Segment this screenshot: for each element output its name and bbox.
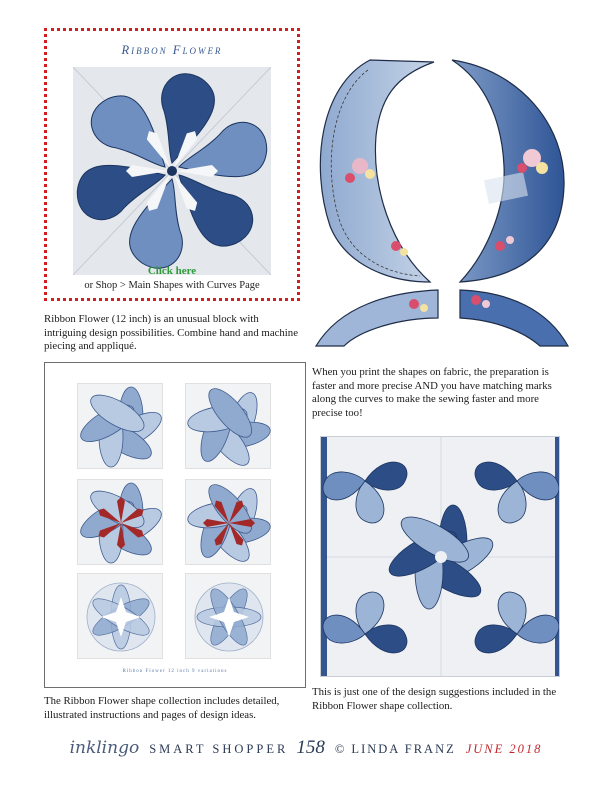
copyright-text: © LINDA FRANZ xyxy=(334,742,456,756)
design-variation-thumbnail xyxy=(185,479,271,565)
flower-blue-icon xyxy=(186,384,272,470)
design-suggestion-caption: This is just one of the design suggestions included in the Ribbon Flower shape collection. xyxy=(312,686,557,712)
brand-logo: inklingo xyxy=(69,738,140,758)
issue-date: JUNE 2018 xyxy=(465,742,543,756)
shop-path-text: or Shop > Main Shapes with Curves Page xyxy=(84,280,260,291)
collection-caption: The Ribbon Flower shape collection includes detailed, illustrated instructions and pages of design ideas. xyxy=(44,695,280,721)
printed-fabric-shapes-icon xyxy=(310,56,572,348)
flower-star-icon xyxy=(78,574,164,660)
flower-star-icon xyxy=(186,574,272,660)
quilt-design-suggestion-image xyxy=(320,436,560,677)
page-footer xyxy=(0,737,612,763)
featured-block-box xyxy=(44,28,300,301)
flower-red-center-icon xyxy=(78,480,164,566)
design-variation-thumbnail xyxy=(77,479,163,565)
design-variation-thumbnail xyxy=(77,383,163,469)
ribbon-flower-block-image[interactable] xyxy=(73,67,271,275)
collection-footer-text: Ribbon Flower 12 inch 9 variations xyxy=(122,669,228,674)
design-variation-thumbnail xyxy=(77,573,163,659)
printed-shapes-image xyxy=(310,56,572,348)
series-title: SMART SHOPPER xyxy=(149,742,289,756)
issue-number: 158 xyxy=(296,737,325,758)
design-variation-thumbnail xyxy=(185,383,271,469)
shape-collection-preview xyxy=(44,362,306,688)
flower-blue-icon xyxy=(78,384,164,470)
design-variation-thumbnail xyxy=(185,573,271,659)
print-info-paragraph: When you print the shapes on fabric, the preparation is faster and more precise AND you have matching marks along the curves to make the sewing faster and more precise too! xyxy=(312,366,552,419)
intro-paragraph: Ribbon Flower (12 inch) is an unusual block with intriguing design possibilities. Combine hand and machine piecing and appliqué. xyxy=(44,313,298,352)
feature-title: Ribbon Flower xyxy=(121,43,223,57)
quilt-design-icon xyxy=(321,437,560,677)
ribbon-flower-quilt-block-icon xyxy=(73,67,271,275)
flower-red-center-icon xyxy=(186,480,272,566)
click-here-link[interactable]: Click here xyxy=(147,265,197,277)
